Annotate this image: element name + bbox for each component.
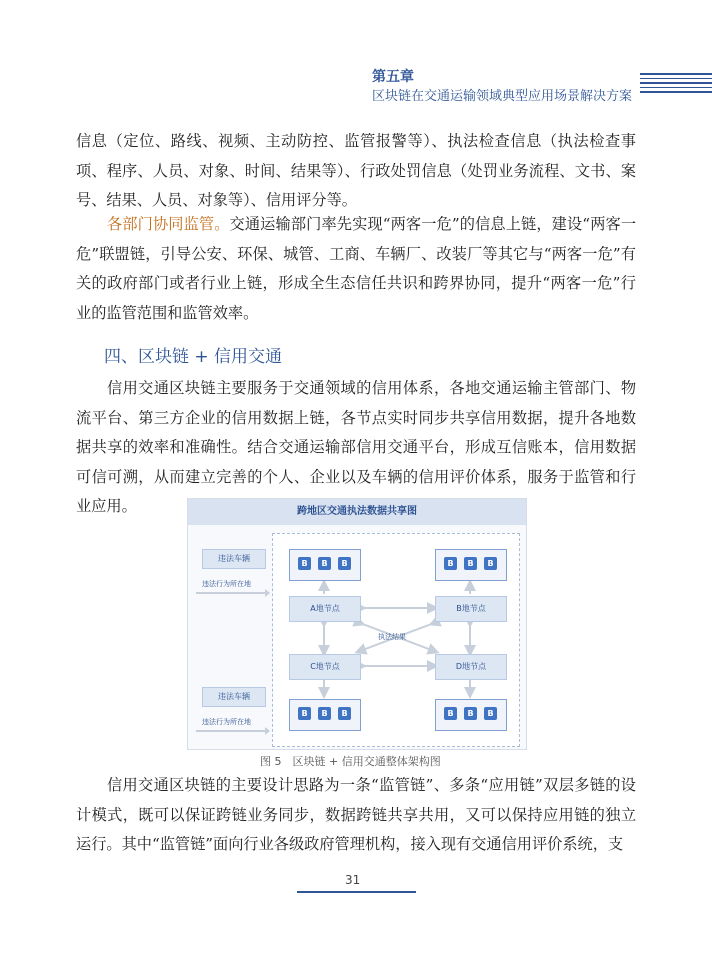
block-group-a [289,549,361,581]
block-icon: B [484,707,497,720]
vehicle-box-bottom: 违法车辆 [202,687,266,707]
node-c: C地节点 [289,654,361,680]
chapter-title: 第五章 [372,69,414,85]
page-number: 31 [345,873,361,887]
block-icon: B [338,707,351,720]
block-icon: B [338,557,351,570]
block-icon: B [318,707,331,720]
block-icon: B [298,557,311,570]
block-group-d [435,699,507,731]
block-icon: B [484,557,497,570]
node-a: A地节点 [289,596,361,622]
vehicle-location-bottom: 违法行为所在地 [202,718,251,726]
enforcement-result-label: 执法结果 [378,633,406,641]
block-group-b [435,549,507,581]
block-icon: B [444,557,457,570]
vehicle-box-top: 违法车辆 [202,549,266,569]
figure-title: 跨地区交通执法数据共享图 [188,499,526,525]
paragraph-highlight: 各部门协同监管。 [107,215,230,233]
figure-caption: 图 5 区块链 + 信用交通整体架构图 [260,755,441,768]
block-icon: B [464,557,477,570]
paragraph-collaborative-supervision [76,210,636,328]
architecture-figure [187,498,527,750]
vehicle-location-top: 违法行为所在地 [202,580,251,588]
paragraph-info-list: 信息（定位、路线、视频、主动防控、监管报警等）、执法检查信息（执法检查事项、程序、人员、对象、时间、结果等）、行政处罚信息（处罚业务流程、文书、案号、结果、人员、对象等）、信用评分等。 [76,132,636,209]
node-d: D地节点 [435,654,507,680]
node-b: B地节点 [435,596,507,622]
block-icon: B [464,707,477,720]
header-decoration [640,73,712,96]
paragraph-design-approach: 信用交通区块链的主要设计思路为一条“监管链”、多条“应用链”双层多链的设计模式，既可以保证跨链业务同步，数据跨链共享共用，又可以保持应用链的独立运行。其中“监管链”面向行业各级政府管理机构，接入现有交通信用评价系统，支 [76,776,636,853]
footer-rule [297,891,416,893]
vehicle-arrow-bottom [196,730,266,732]
section-title: 四、区块链 + 信用交通 [104,347,283,367]
vehicle-arrow-top [196,592,266,594]
block-group-c [289,699,361,731]
paragraph-credit-chain: 信用交通区块链主要服务于交通领域的信用体系，各地交通运输主管部门、物流平台、第三方企业的信用数据上链，各节点实时同步共享信用数据，提升各地数据共享的效率和准确性。结合交通运输部信用交通平台，形成互信账本，信用数据可信可溯，从而建立完善的个人、企业以及车辆的信用评价体系，服务于监管和行业应用。 [76,379,636,515]
block-icon: B [318,557,331,570]
chapter-subtitle: 区块链在交通运输领域典型应用场景解决方案 [372,89,633,104]
block-icon: B [298,707,311,720]
block-icon: B [444,707,457,720]
paragraph-text: 交通运输部门率先实现“两客一危”的信息上链，建设“两客一危”联盟链，引导公安、环保、城管、工商、车辆厂、改装厂等其它与“两客一危”有关的政府部门或者行业上链，形成全生态信任共识和跨界协同，提升“两客一危”行业的监管范围和监管效率。 [76,215,637,322]
